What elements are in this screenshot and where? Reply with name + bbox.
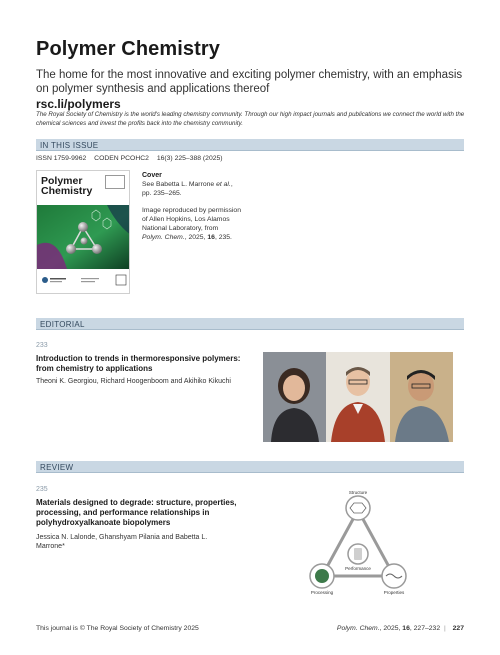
graphic-label-properties: Properties — [383, 590, 405, 595]
review-authors: Jessica N. Lalonde, Ghanshyam Pilania and Babetta L. Marrone* — [36, 534, 208, 550]
graphic-label-performance: Performance — [345, 566, 371, 571]
section-heading: EDITORIAL — [40, 319, 85, 329]
review-page-number: 235 — [36, 486, 48, 493]
coden: CODEN PCOHC2 — [94, 155, 149, 162]
cover-label: Cover — [142, 172, 162, 179]
journal-blurb: The Royal Society of Chemistry is the world's leading chemistry community. Through our high impact journals and publications we connect the world with the chemical sciences and invest the profits back into the chemistry community. — [36, 111, 465, 127]
cover-credit: Image reproduced by permission of Allen Hopkins, Los Alamos National Laboratory, from Polym. Chem., 2025, 16, 235. — [142, 207, 241, 241]
cover-footer-logos — [41, 273, 127, 287]
issn: ISSN 1759-9962 — [36, 155, 87, 162]
editorial-page-number: 233 — [36, 342, 48, 349]
editorial-authors: Theoni K. Georgiou, Richard Hoogenboom and Akihiko Kikuchi — [36, 378, 231, 385]
cover-art — [37, 205, 130, 269]
section-bar-editorial — [36, 318, 464, 330]
section-bar-in-this-issue — [36, 139, 464, 151]
cover-thumb-title: Polymer Chemistry — [41, 175, 93, 197]
page-number: 227 — [452, 625, 464, 632]
editorial-title[interactable]: Introduction to trends in thermoresponsive polymers: from chemistry to applications — [36, 354, 241, 373]
issn-line — [36, 155, 229, 162]
journal-url[interactable]: rsc.li/polymers — [36, 97, 121, 111]
cover-thumb-badge — [105, 175, 125, 189]
footer-citation: Polym. Chem., 2025, 16, 227–232 | 227 — [336, 625, 464, 632]
section-heading: REVIEW — [40, 462, 74, 472]
editorial-authors-photo — [263, 352, 453, 442]
section-heading: IN THIS ISSUE — [40, 140, 99, 150]
journal-title: Polymer Chemistry — [36, 38, 220, 60]
cover-reference[interactable]: See Babetta L. Marrone et al., pp. 235–265. — [142, 181, 233, 197]
graphic-label-structure: Structure — [348, 490, 368, 495]
footer-copyright: This journal is © The Royal Society of Chemistry 2025 — [36, 625, 199, 632]
section-bar-review — [36, 461, 464, 473]
journal-tagline: The home for the most innovative and exciting polymer chemistry, with an emphasis on polymer synthesis and applications thereof — [36, 69, 463, 95]
graphic-label-processing: Processing — [310, 590, 334, 595]
volume-info: 16(3) 225–388 (2025) — [156, 155, 223, 162]
review-title[interactable]: Materials designed to degrade: structure, properties, processing, and performance relationships in polyhydroxyalkanoate biopolymers — [36, 498, 237, 527]
cover-image[interactable] — [36, 170, 130, 294]
review-graphical-abstract — [308, 488, 408, 598]
